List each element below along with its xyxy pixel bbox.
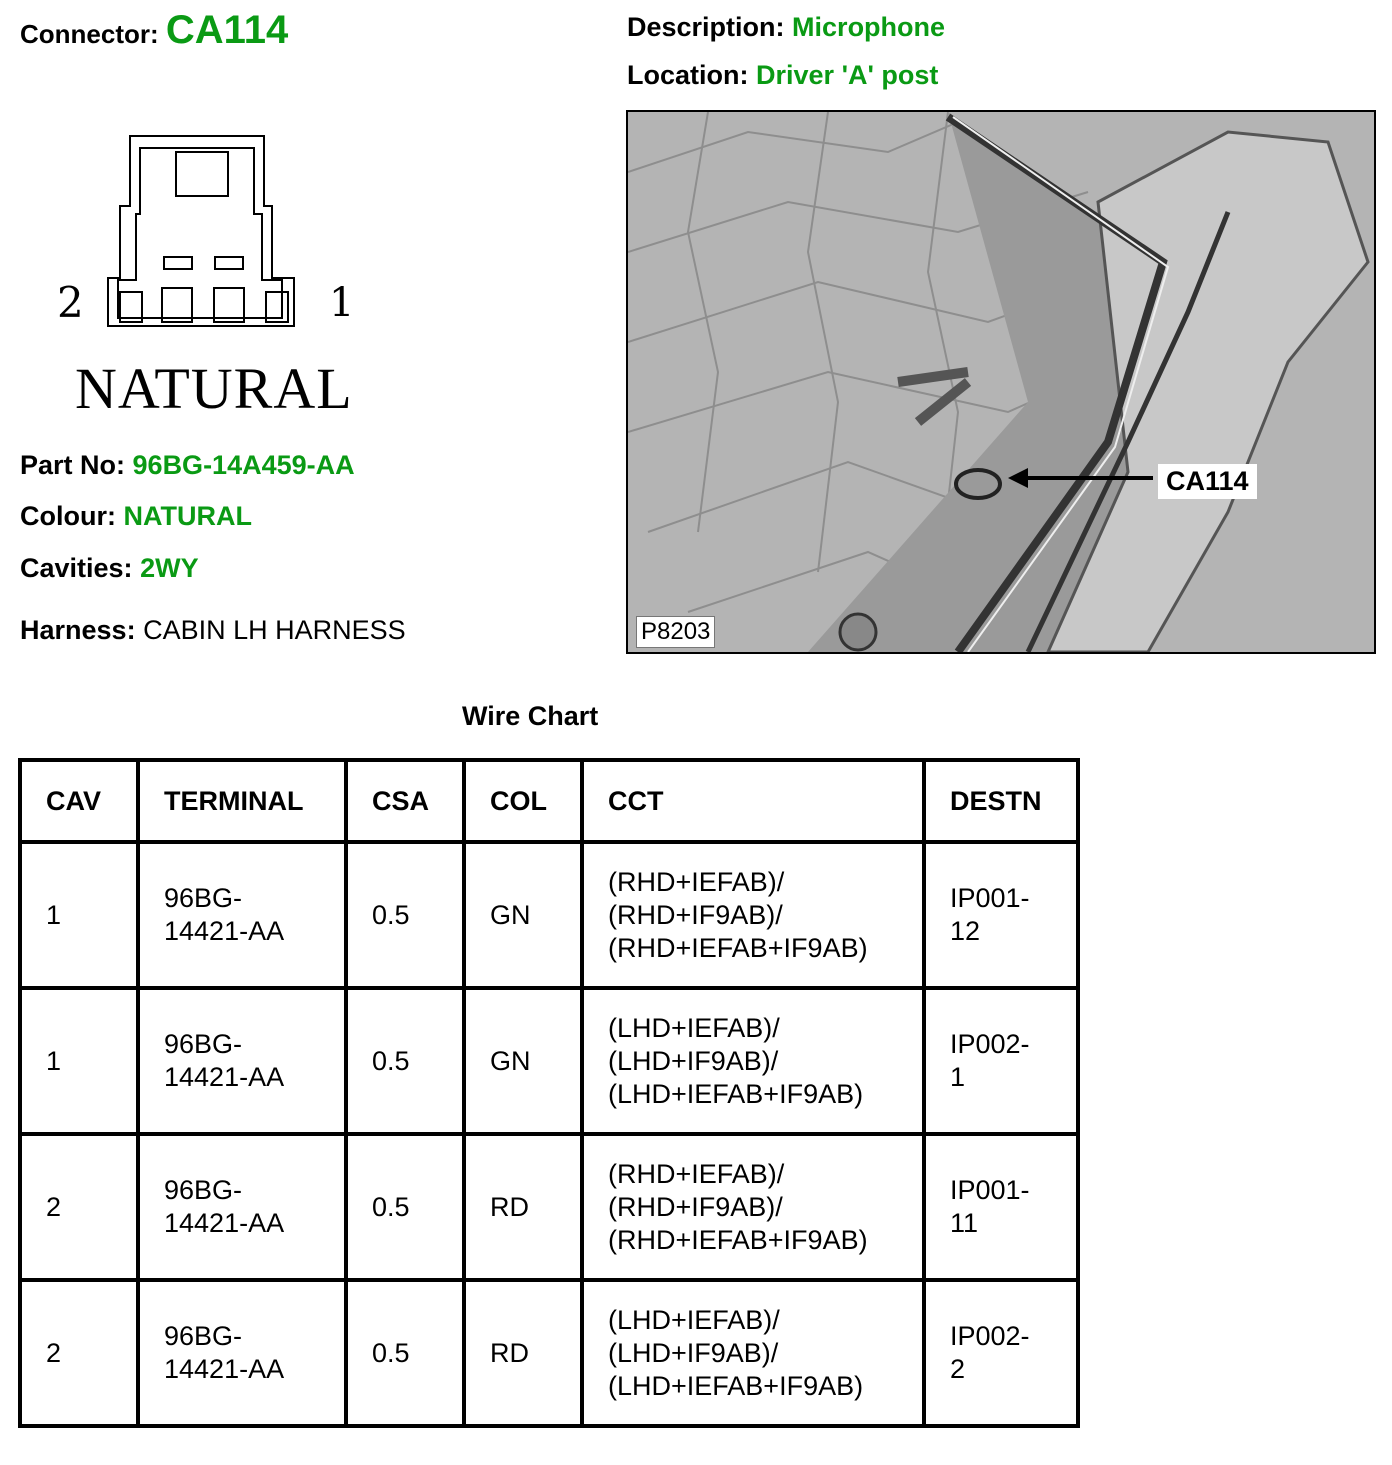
cell-csa: 0.5 (346, 842, 464, 988)
cell-cct: (LHD+IEFAB)/ (LHD+IF9AB)/ (LHD+IEFAB+IF9AB) (582, 988, 924, 1134)
connector-label: Connector: (20, 19, 159, 49)
location-photo (626, 110, 1376, 654)
description-value: Microphone (792, 12, 946, 42)
cell-cct: (RHD+IEFAB)/ (RHD+IF9AB)/ (RHD+IEFAB+IF9AB) (582, 1134, 924, 1280)
table-row (20, 1134, 1078, 1280)
part-number-label: Part No: (20, 450, 126, 480)
cell-col: RD (464, 1134, 582, 1280)
cell-cct: (LHD+IEFAB)/ (LHD+IF9AB)/ (LHD+IEFAB+IF9AB) (582, 1280, 924, 1426)
header-col: COL (464, 760, 582, 842)
pin-label-1: 1 (329, 280, 355, 326)
connector-face-diagram (100, 130, 300, 330)
cell-col: RD (464, 1280, 582, 1426)
colour-line (20, 501, 252, 532)
cell-terminal: 96BG- 14421-AA (138, 842, 346, 988)
cell-destn: IP001- 12 (924, 842, 1078, 988)
header-destn: DESTN (924, 760, 1078, 842)
pin-label-2: 2 (57, 278, 84, 327)
description-line (627, 12, 945, 43)
header-cct: CCT (582, 760, 924, 842)
location-line (627, 60, 938, 91)
harness-line (20, 615, 406, 646)
header-cav: CAV (20, 760, 138, 842)
vehicle-a-post-illustration (628, 112, 1374, 652)
cavities-value: 2WY (140, 553, 199, 583)
header-terminal: TERMINAL (138, 760, 346, 842)
table-row (20, 842, 1078, 988)
table-header-row (20, 760, 1078, 842)
table-row (20, 988, 1078, 1134)
cell-col: GN (464, 988, 582, 1134)
part-number-line (20, 450, 355, 481)
location-value: Driver 'A' post (756, 60, 939, 90)
harness-label: Harness: (20, 615, 136, 645)
cell-csa: 0.5 (346, 988, 464, 1134)
cell-destn: IP002- 2 (924, 1280, 1078, 1426)
connector-value: CA114 (165, 8, 289, 52)
description-label: Description: (627, 12, 785, 42)
cell-cav: 1 (20, 988, 138, 1134)
cavities-line (20, 553, 199, 584)
cell-cav: 1 (20, 842, 138, 988)
colour-value: NATURAL (123, 501, 252, 531)
harness-value: CABIN LH HARNESS (143, 615, 406, 645)
table-row (20, 1280, 1078, 1426)
wire-chart-table (18, 758, 1080, 1428)
location-label: Location: (627, 60, 749, 90)
connector-heading (20, 8, 288, 53)
cavities-label: Cavities: (20, 553, 133, 583)
cell-col: GN (464, 842, 582, 988)
diagram-colour-caption: NATURAL (75, 356, 353, 421)
part-number-value: 96BG-14A459-AA (132, 450, 355, 480)
cell-csa: 0.5 (346, 1280, 464, 1426)
cell-terminal: 96BG- 14421-AA (138, 988, 346, 1134)
cell-cct: (RHD+IEFAB)/ (RHD+IF9AB)/ (RHD+IEFAB+IF9AB) (582, 842, 924, 988)
cell-csa: 0.5 (346, 1134, 464, 1280)
header-csa: CSA (346, 760, 464, 842)
cell-terminal: 96BG- 14421-AA (138, 1280, 346, 1426)
cell-cav: 2 (20, 1134, 138, 1280)
wire-chart-title: Wire Chart (462, 701, 599, 731)
photo-callout: CA114 (1158, 464, 1257, 499)
colour-label: Colour: (20, 501, 116, 531)
cell-terminal: 96BG- 14421-AA (138, 1134, 346, 1280)
cell-destn: IP002- 1 (924, 988, 1078, 1134)
photo-reference-tag: P8203 (636, 616, 715, 648)
cell-destn: IP001- 11 (924, 1134, 1078, 1280)
cell-cav: 2 (20, 1280, 138, 1426)
